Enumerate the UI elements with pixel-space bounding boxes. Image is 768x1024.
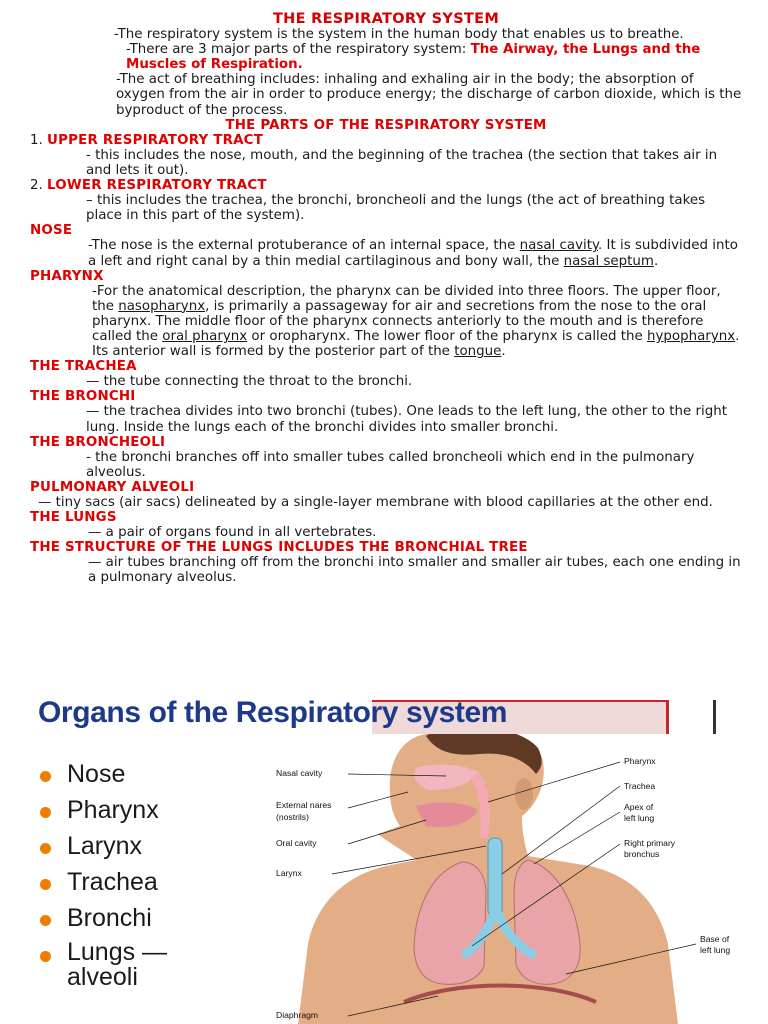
organ-lungs-line1: Lungs — — [67, 938, 168, 966]
ear — [515, 778, 533, 810]
pharynx-text — [30, 284, 742, 359]
broncheoli-heading: THE BRONCHEOLI — [30, 434, 166, 450]
bullet-icon — [40, 879, 51, 890]
organ-larynx: Larynx — [67, 832, 143, 860]
document-title: THE RESPIRATORY SYSTEM — [272, 11, 500, 27]
lower-tract-text: – this includes the trachea, the bronchi, broncheoli and the lungs (the act of breathing takes place in this part of the system). — [86, 193, 706, 224]
organ-pharynx: Pharynx — [67, 796, 159, 824]
tongue-link[interactable]: tongue — [454, 344, 502, 360]
label-right-primary-line1: Right primary — [624, 838, 676, 848]
bullet-icon — [40, 915, 51, 926]
parts-heading: THE PARTS OF THE RESPIRATORY SYSTEM — [225, 117, 547, 133]
trachea-text: — the tube connecting the throat to the bronchi. — [86, 374, 413, 390]
upper-tract-text: - this includes the nose, mouth, and the beginning of the trachea (the section that takes air in and lets it out). — [86, 147, 718, 178]
trachea-tube — [488, 838, 502, 916]
intro-paragraph-2-lead: -There are 3 major parts of the respiratory system: — [126, 42, 471, 58]
organ-trachea: Trachea — [67, 868, 158, 896]
nose-text — [30, 238, 742, 268]
lungs-text: — a pair of organs found in all vertebrates. — [88, 525, 377, 541]
label-oral-cavity: Oral cavity — [276, 838, 317, 848]
label-diaphragm: Diaphragm — [276, 1010, 319, 1020]
nasopharynx-link[interactable]: nasopharynx — [118, 298, 206, 314]
bronchi-text: — the trachea divides into two bronchi (tubes). One leads to the left lung, the other to the right lung. Inside the lungs each of the bronchi divides into smaller bronchi. — [86, 404, 727, 435]
organ-lungs-line2: alveoli — [67, 963, 138, 991]
upper-tract-heading-line — [30, 133, 742, 148]
nose-heading: NOSE — [30, 223, 73, 239]
lower-tract-number: 2. — [30, 178, 48, 194]
label-external-nares: External nares — [276, 800, 332, 810]
figure-divider — [713, 700, 716, 734]
organ-list-item — [40, 868, 167, 904]
hypopharynx-link[interactable]: hypopharynx — [647, 328, 736, 344]
leader-line-apex-left-lung — [534, 812, 620, 864]
broncheoli-text: - the bronchi branches off into smaller tubes called broncheoli which end in the pulmonary alveolus. — [86, 449, 695, 480]
nose-text-a: -The nose is the external protuberance of an internal space, the — [88, 238, 520, 254]
alveoli-text: — tiny sacs (air sacs) delineated by a single-layer membrane with blood capillaries at the other end. — [38, 495, 713, 510]
label-nasal-cavity: Nasal cavity — [276, 768, 323, 778]
organ-nose: Nose — [67, 760, 126, 788]
bullet-icon — [40, 771, 51, 782]
organ-list-item — [40, 940, 167, 990]
label-trachea: Trachea — [624, 781, 656, 791]
pharynx-text-e: . — [501, 344, 506, 360]
oral-pharynx-link[interactable]: oral pharynx — [162, 328, 248, 344]
major-parts-emphasis: The Airway, the Lungs and the Muscles of Respiration. — [126, 42, 701, 73]
text-content — [30, 12, 742, 586]
organ-list-item — [40, 796, 167, 832]
pharynx-heading: PHARYNX — [30, 268, 104, 284]
nose-text-b: . It is subdivided into a left and right canal by a thin medial cartilaginous and bony wall, the — [88, 238, 738, 269]
nasal-cavity-link[interactable]: nasal cavity — [519, 238, 599, 254]
label-apex-line1: Apex of — [624, 802, 654, 812]
intro-paragraph-1: -The respiratory system is the system in the human body that enables us to breathe. — [114, 27, 684, 43]
bullet-icon — [40, 951, 51, 962]
respiratory-anatomy-diagram — [266, 734, 746, 1024]
pharynx-text-b: , is primarily a passageway for air and secretions from the nose to the oral pharynx. The middle floor of the pharynx connects anteriorly to the mouth and is therefore called the — [92, 298, 707, 344]
upper-tract-heading: UPPER RESPIRATORY TRACT — [47, 132, 264, 148]
organ-list-item — [40, 760, 167, 796]
alveoli-heading: PULMONARY ALVEOLI — [30, 479, 195, 495]
lower-tract-heading-line — [30, 178, 742, 193]
pharynx-text-a: -For the anatomical description, the pharynx can be divided into three floors. The upper floor, the — [92, 283, 721, 314]
organ-bronchi: Bronchi — [67, 904, 152, 932]
organ-list — [40, 760, 167, 990]
label-base-line2: left lung — [700, 945, 731, 955]
respiratory-figure — [0, 690, 768, 1024]
organ-list-item — [40, 904, 167, 940]
nasal-septum-link[interactable]: nasal septum — [563, 253, 654, 269]
bullet-icon — [40, 843, 51, 854]
label-base-line1: Base of — [700, 934, 730, 944]
label-right-primary-line2: bronchus — [624, 849, 660, 859]
label-nostrils: (nostrils) — [276, 812, 309, 822]
structure-heading: THE STRUCTURE OF THE LUNGS INCLUDES THE BRONCHIAL TREE — [30, 540, 528, 556]
bullet-icon — [40, 807, 51, 818]
lungs-heading: THE LUNGS — [30, 510, 117, 526]
organ-lungs — [67, 940, 167, 990]
upper-tract-number: 1. — [30, 132, 48, 148]
pharynx-text-d: . Its anterior wall is formed by the posterior part of the — [92, 328, 740, 360]
organ-list-item — [40, 832, 167, 868]
pharynx-text-c: or oropharynx. The lower floor of the pharynx is called the — [247, 328, 648, 344]
label-pharynx: Pharynx — [624, 756, 656, 766]
intro-paragraph-3: -The act of breathing includes: inhaling and exhaling air in the body; the absorption of oxygen from the air in order to produce energy; the discharge of carbon dioxide, which is the byproduct of the process. — [116, 72, 742, 118]
bronchi-heading: THE BRONCHI — [30, 389, 136, 405]
lower-tract-heading: LOWER RESPIRATORY TRACT — [47, 178, 267, 194]
nose-text-c: . — [653, 253, 659, 269]
label-larynx: Larynx — [276, 868, 302, 878]
structure-text: — air tubes branching off from the bronchi into smaller and smaller air tubes, each one ending in a pulmonary alveolus. — [88, 555, 741, 586]
label-apex-line2: left lung — [624, 813, 655, 823]
trachea-heading: THE TRACHEA — [30, 359, 137, 375]
intro-paragraph-2 — [30, 42, 742, 72]
figure-title: Organs of the Respiratory system — [38, 696, 508, 729]
